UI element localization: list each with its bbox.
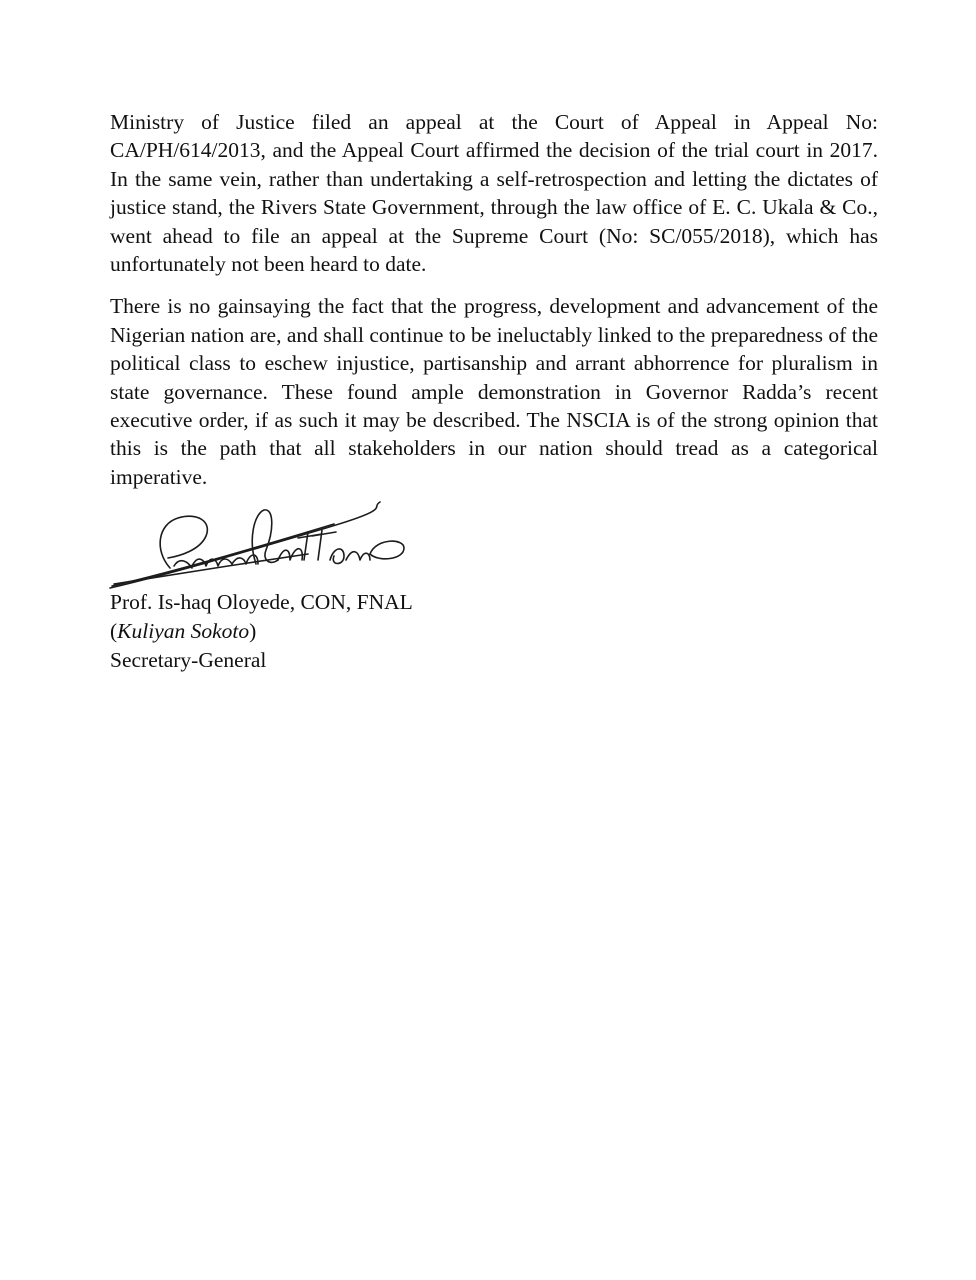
title-paren-close: ) [249,619,257,643]
paragraph-appeal-history: Ministry of Justice filed an appeal at the Court of Appeal in Appeal No: CA/PH/614/2013, and the Appeal Court affirmed the decision of the trial court in 2017. In the same vein, rather than undertaking a self-retrospection and letting the dictates of justice stand, the Rivers State Government, through the law office of E. C. Ukala & Co., went ahead to file an appeal at the Supreme Court (No: SC/055/2018), which has unfortunately not been heard to date. [110,110,878,277]
signature-block [110,588,413,675]
signatory-name: Prof. Is-haq Oloyede, CON, FNAL [110,590,413,614]
signatory-position: Secretary-General [110,648,267,672]
paragraph-nscia-opinion: There is no gainsaying the fact that the progress, development and advancement of the Nigerian nation are, and shall continue to be ineluctably linked to the preparedness of the political class to eschew injustice, partisanship and arrant abhorrence for pluralism in state governance. These found ample demonstration in Governor Radda’s recent executive order, if as such it may be described. The NSCIA is of the strong opinion that this is the path that all stakeholders in our nation should tread as a categorical imperative. [110,294,878,489]
letter-body [110,108,878,491]
handwritten-signature-icon [108,494,410,596]
title-paren-open: ( [110,619,118,643]
signatory-traditional-title: Kuliyan Sokoto [117,619,250,643]
signatory-title [110,617,413,646]
